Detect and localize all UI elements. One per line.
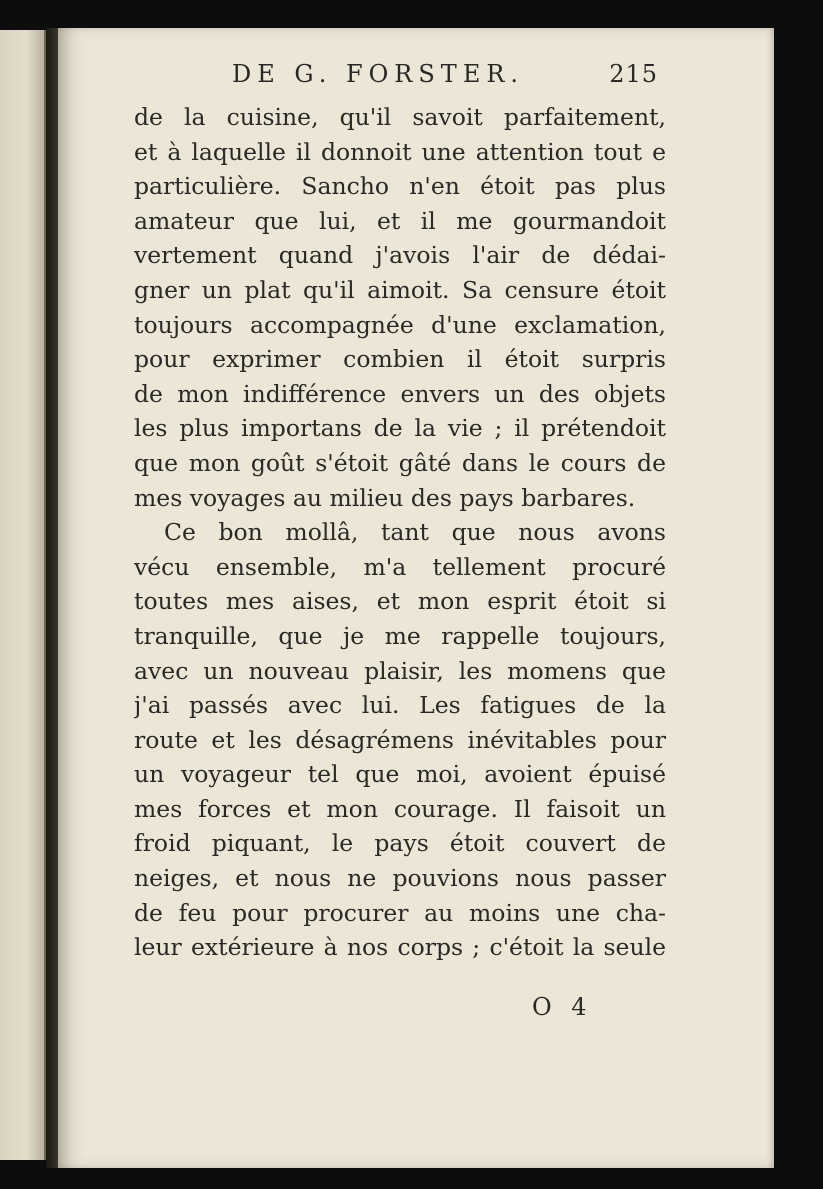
text-line: particulière. Sancho n'en étoit pas plus <box>134 172 666 201</box>
text-line: un voyageur tel que moi, avoient épuisé <box>134 760 666 789</box>
body-text <box>134 100 666 965</box>
text-line: route et les désagrémens inévitables pour <box>134 725 666 754</box>
paragraph-start-line: Ce bon mollâ, tant que nous avons <box>164 518 666 547</box>
text-line: mes voyages au milieu des pays barbares. <box>134 483 636 512</box>
text-line: neiges, et nous ne pouvions nous passer <box>134 864 666 893</box>
text-line: vécu ensemble, m'a tellement procuré <box>134 552 666 581</box>
text-line: de feu pour procurer au moins une cha- <box>134 898 666 927</box>
text-line: vertement quand j'avois l'air de dédai- <box>134 241 666 270</box>
running-head <box>232 60 658 92</box>
signature-mark: O 4 <box>532 993 593 1021</box>
text-line: que mon goût s'étoit gâté dans le cours de <box>134 448 666 477</box>
text-line: j'ai passés avec lui. Les fatigues de la <box>134 691 666 720</box>
text-line: de la cuisine, qu'il savoit parfaitement, <box>134 103 666 131</box>
text-line: toujours accompagnée d'une exclamation, <box>134 310 666 339</box>
page-number: 215 <box>609 60 658 88</box>
text-line: pour exprimer combien il étoit surpris <box>134 345 666 374</box>
running-title: DE G. FORSTER. <box>232 60 525 88</box>
text-line: amateur que lui, et il me gourmandoit <box>134 206 666 235</box>
text-line: toutes mes aises, et mon esprit étoit si <box>134 587 666 616</box>
text-line: et à laquelle il donnoit une attention tout e <box>134 137 666 166</box>
text-line: avec un nouveau plaisir, les momens que <box>134 656 666 685</box>
text-line: leur extérieure à nos corps ; c'étoit la seule <box>134 933 666 962</box>
text-line: mes forces et mon courage. Il faisoit un <box>134 794 666 823</box>
left-page-edge <box>0 30 46 1160</box>
text-line: gner un plat qu'il aimoit. Sa censure étoit <box>134 275 666 304</box>
text-line: les plus importans de la vie ; il prétendoit <box>134 414 666 443</box>
text-line: froid piquant, le pays étoit couvert de <box>134 829 666 858</box>
text-line: tranquille, que je me rappelle toujours, <box>134 621 666 650</box>
text-line: de mon indifférence envers un des objets <box>134 379 666 408</box>
